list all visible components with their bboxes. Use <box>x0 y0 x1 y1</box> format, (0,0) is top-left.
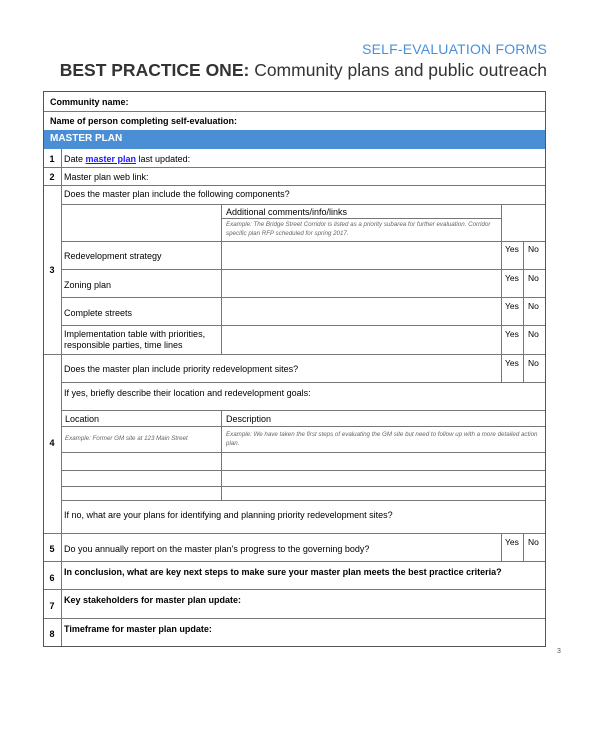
no-label: No <box>528 329 539 339</box>
row-number: 7 <box>49 601 55 611</box>
divider <box>61 426 545 427</box>
yes-label: Yes <box>505 244 519 254</box>
timeframe-label: Timeframe for master plan update: <box>64 624 212 634</box>
column-divider <box>221 204 222 354</box>
stakeholders-label: Key stakeholders for master plan update: <box>64 595 242 605</box>
row-number: 2 <box>49 172 55 182</box>
divider <box>44 167 545 168</box>
divider <box>44 618 545 619</box>
column-divider <box>523 242 524 354</box>
row-number: 1 <box>49 154 55 164</box>
divider <box>61 470 545 471</box>
description-column-header: Description <box>226 414 272 424</box>
divider <box>44 589 545 590</box>
column-divider <box>523 533 524 561</box>
community-name-label: Community name: <box>50 97 129 107</box>
no-label: No <box>528 358 539 368</box>
column-divider <box>501 204 502 354</box>
no-label: No <box>528 301 539 311</box>
description-example: Example: We have taken the first steps of evaluating the GM site but need to follow up with a more detailed action plan. <box>226 431 538 447</box>
divider <box>61 486 545 487</box>
yes-label: Yes <box>505 537 519 547</box>
evaluation-form <box>43 91 546 647</box>
location-column-header: Location <box>65 414 100 424</box>
master-plan-link[interactable]: master plan <box>85 154 137 164</box>
comments-column-header: Additional comments/info/links <box>226 207 348 217</box>
column-divider <box>501 354 502 382</box>
divider <box>44 354 545 355</box>
components-question: Does the master plan include the following components? <box>64 189 290 199</box>
divider <box>44 533 545 534</box>
divider <box>61 269 545 270</box>
row-number: 3 <box>49 265 55 275</box>
row-number: 6 <box>49 573 55 583</box>
describe-sites-prompt: If yes, briefly describe their location and redevelopment goals: <box>64 388 311 398</box>
title-bold: BEST PRACTICE ONE: <box>59 60 250 80</box>
number-column-divider <box>61 149 62 646</box>
row-number: 8 <box>49 629 55 639</box>
divider <box>221 218 501 219</box>
divider <box>61 325 545 326</box>
title-rest: Community plans and public outreach <box>249 60 547 80</box>
row-number: 5 <box>49 544 55 554</box>
form-kicker: SELF-EVALUATION FORMS <box>362 41 547 57</box>
divider <box>61 241 545 242</box>
row-number: 4 <box>49 438 55 448</box>
no-label: No <box>528 537 539 547</box>
divider <box>44 111 545 112</box>
divider <box>61 452 545 453</box>
section-title: MASTER PLAN <box>50 133 123 144</box>
annual-report-question: Do you annually report on the master plan's progress to the governing body? <box>64 544 370 554</box>
divider <box>61 500 545 501</box>
if-no-plans-prompt: If no, what are your plans for identifying and planning priority redevelopment sites? <box>64 510 393 520</box>
page-number: 3 <box>557 648 561 655</box>
yes-label: Yes <box>505 329 519 339</box>
column-divider <box>501 533 502 561</box>
component-redevelopment-strategy: Redevelopment strategy <box>64 251 162 261</box>
web-link-label: Master plan web link: <box>64 172 149 182</box>
yes-label: Yes <box>505 273 519 283</box>
comments-example: Example: The Bridge Street Corridor is listed as a priority subarea for further evaluation. Corridor specific plan RFP scheduled for spring 2017. <box>226 221 491 237</box>
yes-label: Yes <box>505 301 519 311</box>
divider <box>61 204 545 205</box>
divider <box>61 410 545 411</box>
section-band <box>44 130 545 149</box>
page-title <box>60 60 547 81</box>
location-example: Example: Former GM site at 123 Main Street <box>65 435 188 442</box>
divider <box>61 297 545 298</box>
column-divider <box>523 354 524 382</box>
no-label: No <box>528 273 539 283</box>
component-complete-streets: Complete streets <box>64 308 133 318</box>
divider <box>44 561 545 562</box>
component-zoning-plan: Zoning plan <box>64 280 112 290</box>
component-implementation-table: Implementation table with priorities, responsible parties, time lines <box>64 329 206 350</box>
next-steps-question: In conclusion, what are key next steps to make sure your master plan meets the best practice criteria? <box>64 567 502 577</box>
no-label: No <box>528 244 539 254</box>
priority-sites-question: Does the master plan include priority redevelopment sites? <box>64 364 299 374</box>
yes-label: Yes <box>505 358 519 368</box>
person-label: Name of person completing self-evaluation: <box>50 116 238 126</box>
divider <box>44 185 545 186</box>
divider <box>61 382 545 383</box>
master-plan-date-label: Date master plan last updated: <box>64 154 191 164</box>
